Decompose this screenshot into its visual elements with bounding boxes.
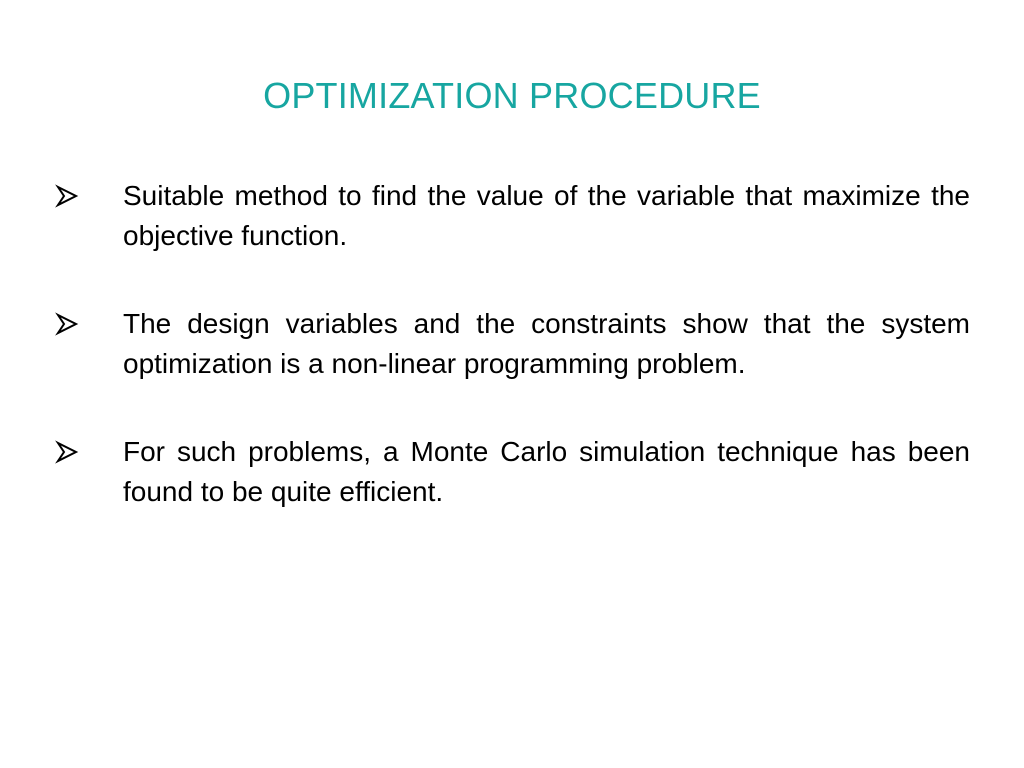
- slide-title: OPTIMIZATION PROCEDURE: [263, 75, 761, 116]
- bullet-text: The design variables and the constraints show that the system optimization is a non-linear programming problem.: [123, 308, 970, 379]
- arrow-bullet-icon: [55, 308, 79, 340]
- bullet-item: [55, 304, 970, 384]
- bullet-list: [55, 176, 970, 560]
- bullet-item: [55, 432, 970, 512]
- bullet-text: Suitable method to find the value of the variable that maximize the objective function.: [123, 180, 970, 251]
- arrow-bullet-icon: [55, 180, 79, 212]
- bullet-text: For such problems, a Monte Carlo simulation technique has been found to be quite efficient.: [123, 436, 970, 507]
- bullet-item: [55, 176, 970, 256]
- arrow-bullet-icon: [55, 436, 79, 468]
